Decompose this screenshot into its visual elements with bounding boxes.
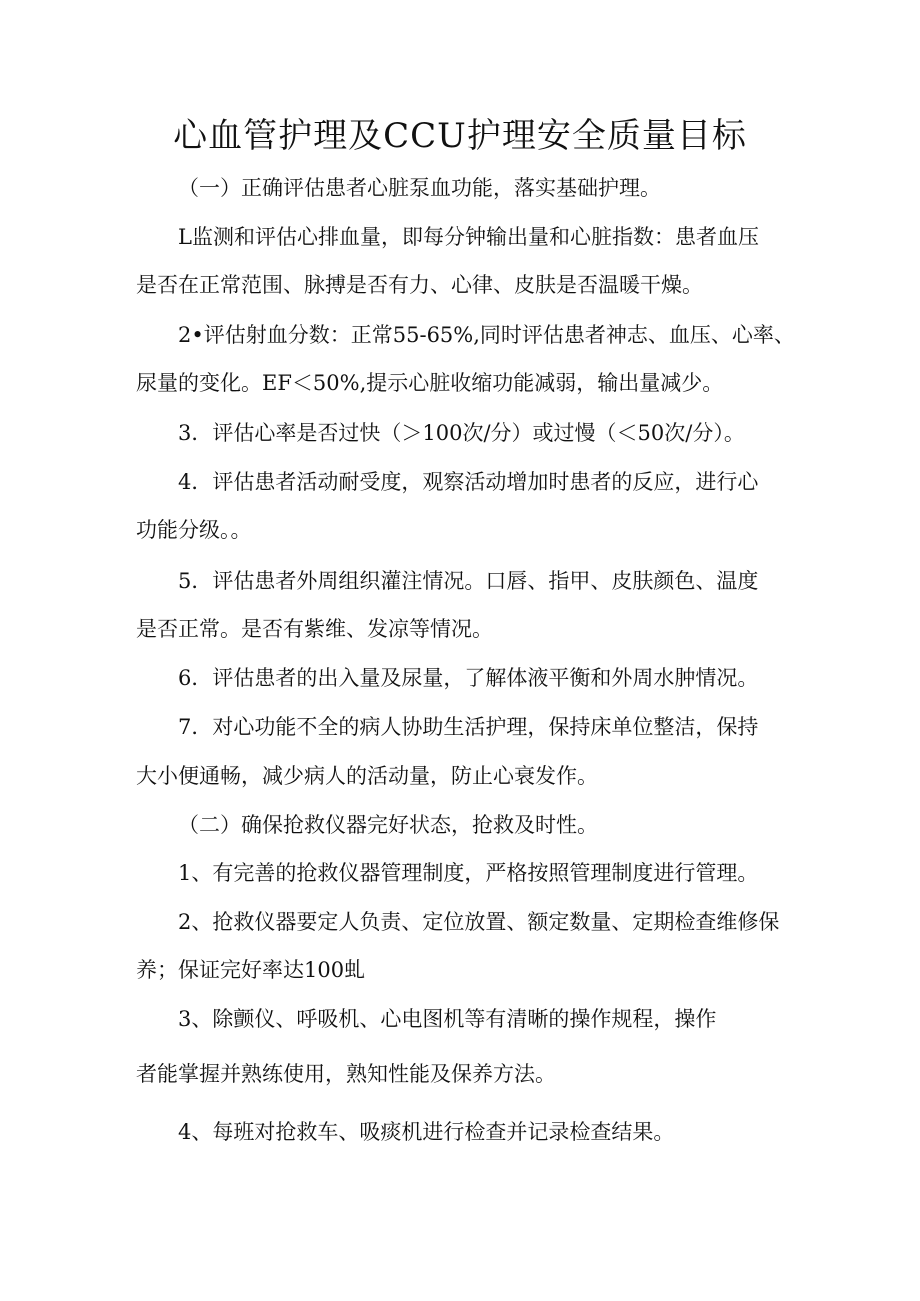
paragraph-line: 7．对心功能不全的病人协助生活护理，保持床单位整洁，保持: [178, 715, 759, 739]
paragraph-line: 功能分级。。: [136, 518, 252, 542]
paragraph-line: 5．评估患者外周组织灌注情况。口唇、指甲、皮肤颜色、温度: [178, 569, 759, 593]
paragraph-line: 4．评估患者活动耐受度，观察活动增加时患者的反应，进行心: [178, 470, 759, 494]
paragraph-line: 3、除颤仪、呼吸机、心电图机等有清晰的操作规程，操作: [178, 1007, 717, 1031]
paragraph-line: L监测和评估心排血量，即每分钟输出量和心脏指数：患者血压: [178, 225, 759, 249]
section-heading-2: （二）确保抢救仪器完好状态，抢救及时性。: [178, 813, 598, 837]
paragraph-line: 3．评估心率是否过快（＞100次/分）或过慢（＜50次/分）。: [178, 421, 745, 445]
paragraph-line: 是否正常。是否有紫维、发凉等情况。: [136, 617, 493, 641]
paragraph-line: 1、有完善的抢救仪器管理制度，严格按照管理制度进行管理。: [178, 861, 759, 885]
paragraph-line: 是否在正常范围、脉搏是否有力、心律、皮肤是否温暖干燥。: [136, 273, 703, 297]
paragraph-line: 2、抢救仪器要定人负责、定位放置、额定数量、定期检查维修保: [178, 910, 780, 934]
paragraph-line: 6．评估患者的出入量及尿量，了解体液平衡和外周水肿情况。: [178, 666, 759, 690]
paragraph-line: 2•评估射血分数：正常55-65%,同时评估患者神志、血压、心率、: [178, 323, 795, 347]
paragraph-line: 大小便通畅，减少病人的活动量，防止心衰发作。: [136, 764, 598, 788]
paragraph-line: 养；保证完好率达100虬: [136, 958, 366, 982]
document-title: 心血管护理及CCU护理安全质量目标: [173, 116, 747, 156]
paragraph-line: 尿量的变化。EF＜50%,提示心脏收缩功能减弱，输出量减少。: [136, 371, 724, 395]
paragraph-line: 4、每班对抢救车、吸痰机进行检查并记录检查结果。: [178, 1120, 675, 1144]
section-heading-1: （一）正确评估患者心脏泵血功能，落实基础护理。: [178, 176, 661, 200]
paragraph-line: 者能掌握并熟练使用，熟知性能及保养方法。: [136, 1062, 556, 1086]
